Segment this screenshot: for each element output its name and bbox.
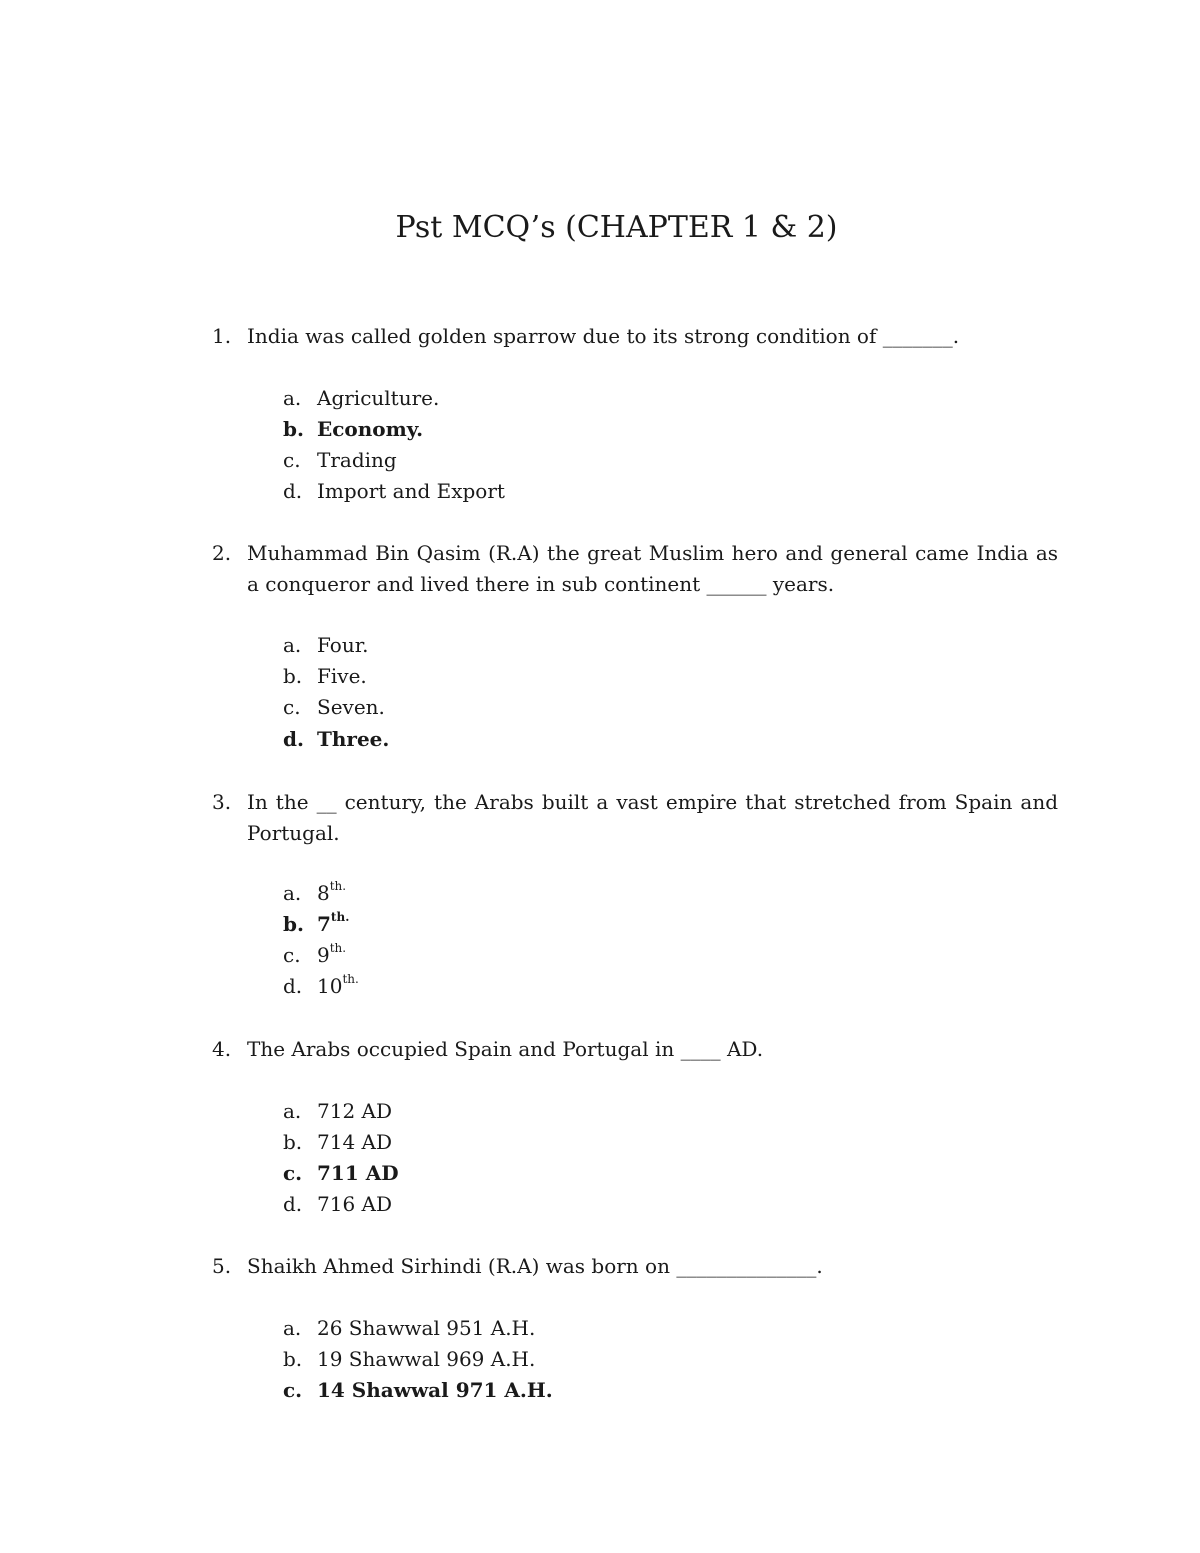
option-letter: a. (283, 881, 302, 905)
option-text: Four. (317, 633, 369, 657)
option-1d (283, 476, 505, 507)
option-text: 26 Shawwal 951 A.H. (317, 1316, 536, 1340)
option-letter: a. (283, 1316, 302, 1340)
option-text: 10 (317, 974, 343, 998)
option-3b-correct (283, 909, 349, 940)
question-4 (212, 1034, 1058, 1065)
option-letter: c. (283, 1161, 303, 1185)
option-letter: d. (283, 1192, 303, 1216)
option-4c-correct (283, 1158, 399, 1189)
option-2c (283, 692, 385, 723)
option-text: 711 AD (317, 1161, 399, 1185)
option-text: 19 Shawwal 969 A.H. (317, 1347, 536, 1371)
option-4d (283, 1189, 392, 1220)
option-letter: b. (283, 912, 304, 936)
option-letter: b. (283, 1347, 303, 1371)
option-3d (283, 971, 359, 1002)
question-5 (212, 1251, 1058, 1282)
option-3a (283, 878, 346, 909)
option-superscript: th. (329, 941, 347, 956)
option-letter: d. (283, 974, 303, 998)
option-text: 712 AD (317, 1099, 393, 1123)
option-2a (283, 630, 368, 661)
option-letter: b. (283, 1130, 303, 1154)
option-4b (283, 1127, 392, 1158)
question-number: 4. (212, 1037, 232, 1061)
question-text: Shaikh Ahmed Sirhindi (R.A) was born on ______________. (247, 1254, 823, 1278)
question-text: India was called golden sparrow due to its strong condition of _______. (247, 324, 960, 348)
question-text: Muhammad Bin Qasim (R.A) the great Muslim hero and general came India as a conqueror and lived there in sub continent ______ years. (247, 541, 1058, 596)
option-text: 9 (317, 943, 330, 967)
question-number: 3. (212, 790, 232, 814)
option-superscript: th. (330, 910, 350, 925)
option-text: 14 Shawwal 971 A.H. (317, 1378, 553, 1402)
option-5b (283, 1344, 535, 1375)
question-3 (212, 787, 1058, 849)
option-3c (283, 940, 346, 971)
option-text: 7 (317, 912, 331, 936)
option-text: 714 AD (317, 1130, 393, 1154)
option-letter: d. (283, 727, 304, 751)
option-text: 8 (317, 881, 330, 905)
option-letter: c. (283, 695, 301, 719)
option-4a (283, 1096, 392, 1127)
option-text: Agriculture. (317, 386, 440, 410)
option-letter: c. (283, 943, 301, 967)
option-letter: b. (283, 417, 304, 441)
option-text: Economy. (317, 417, 424, 441)
question-text: In the __ century, the Arabs built a vast empire that stretched from Spain and Portugal. (247, 790, 1058, 845)
question-number: 1. (212, 324, 232, 348)
option-text: Five. (317, 664, 367, 688)
option-letter: a. (283, 1099, 302, 1123)
option-1c (283, 445, 397, 476)
option-letter: c. (283, 1378, 303, 1402)
option-letter: b. (283, 664, 303, 688)
option-text: Seven. (317, 695, 385, 719)
question-2 (212, 538, 1058, 600)
option-letter: c. (283, 448, 301, 472)
option-1b-correct (283, 414, 423, 445)
option-text: Import and Export (317, 479, 505, 503)
option-2b (283, 661, 367, 692)
option-text: Trading (317, 448, 397, 472)
option-5a (283, 1313, 535, 1344)
option-superscript: th. (342, 972, 359, 987)
option-superscript: th. (329, 879, 347, 894)
option-text: Three. (317, 727, 390, 751)
option-text: 716 AD (317, 1192, 393, 1216)
option-2d-correct (283, 724, 389, 755)
option-letter: a. (283, 386, 302, 410)
question-number: 2. (212, 541, 232, 565)
page-title: Pst MCQ’s (CHAPTER 1 & 2) (395, 210, 838, 245)
question-number: 5. (212, 1254, 232, 1278)
question-1 (212, 321, 1058, 352)
option-5c-correct (283, 1375, 553, 1406)
option-letter: a. (283, 633, 302, 657)
option-1a (283, 383, 439, 414)
question-text: The Arabs occupied Spain and Portugal in ____ AD. (247, 1037, 764, 1061)
option-letter: d. (283, 479, 303, 503)
